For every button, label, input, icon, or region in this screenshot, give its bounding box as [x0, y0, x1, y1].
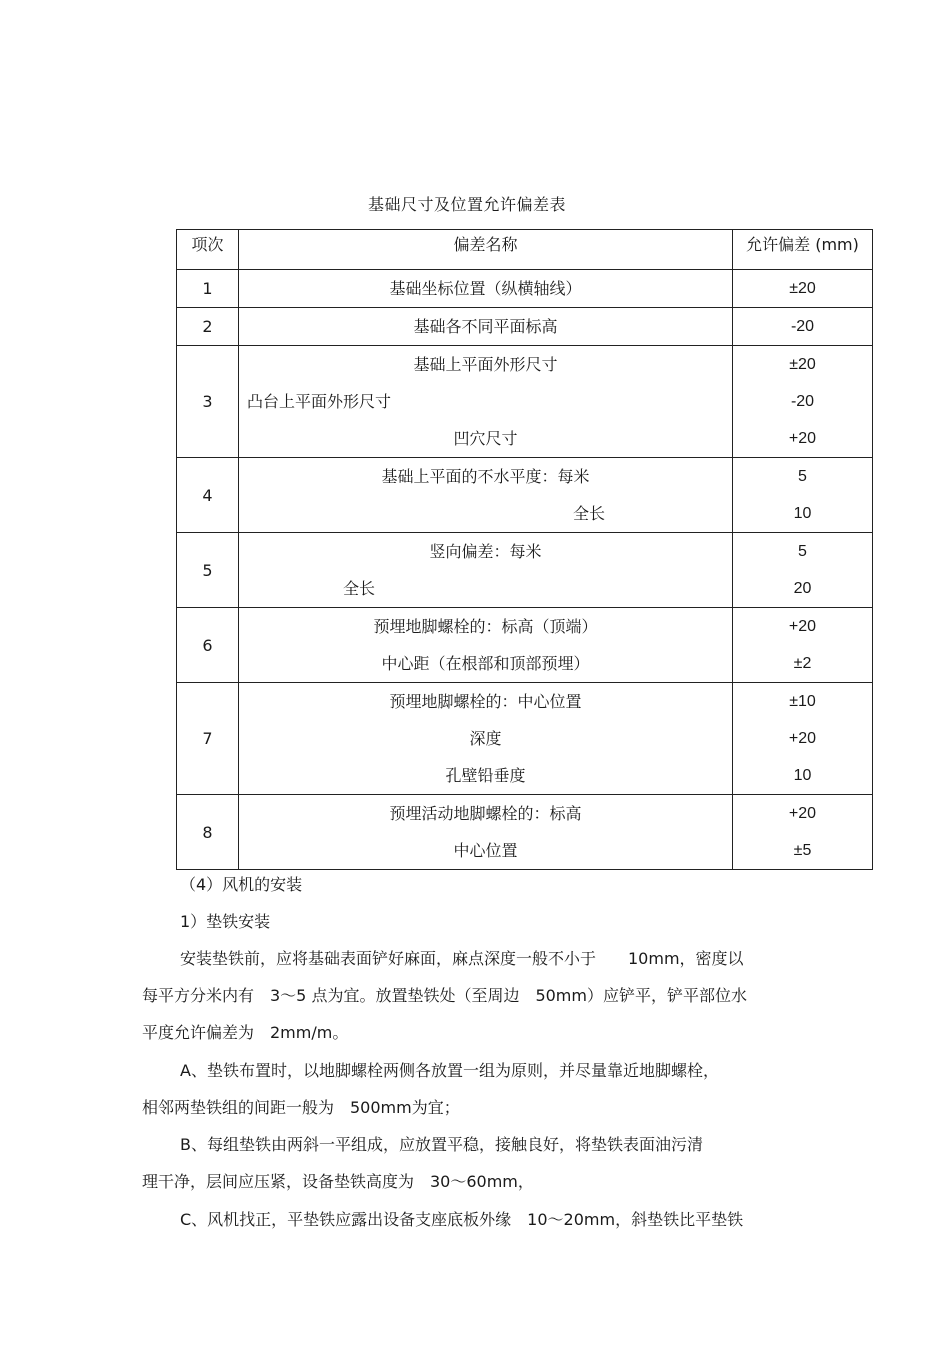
tolerance-value: +20	[788, 618, 817, 635]
tolerance-value: 5	[798, 468, 807, 485]
tolerance-value: -20	[790, 318, 815, 335]
paragraph-line: 理干净，层间应压紧，设备垫铁高度为 30～60mm，	[142, 1172, 534, 1191]
deviation-line: 预埋地脚螺栓的：标高（顶端）	[373, 617, 598, 636]
row-tolerance	[733, 346, 873, 458]
tolerance-value: 10	[793, 505, 812, 522]
row-deviation-name	[239, 533, 733, 608]
row-tolerance	[733, 308, 873, 346]
header-item: 项次	[177, 230, 239, 270]
deviation-line: 预埋地脚螺栓的：中心位置	[389, 692, 582, 711]
table-row	[177, 346, 873, 458]
deviation-line: 全长	[573, 504, 606, 523]
deviation-line: 凹穴尺寸	[453, 429, 518, 448]
row-tolerance	[733, 608, 873, 683]
tolerance-value: -20	[790, 393, 815, 410]
row-deviation-name	[239, 458, 733, 533]
paragraph-line: 平度允许偏差为 2mm/m。	[142, 1023, 349, 1042]
row-item-number: 1	[177, 270, 239, 308]
row-deviation-name	[239, 608, 733, 683]
row-tolerance	[733, 270, 873, 308]
row-tolerance	[733, 458, 873, 533]
tolerance-value: 5	[798, 543, 807, 560]
table-row	[177, 795, 873, 870]
table-row	[177, 533, 873, 608]
paragraph-line: 1）垫铁安装	[180, 912, 271, 931]
row-deviation-name	[239, 270, 733, 308]
tolerance-value: +20	[788, 430, 817, 447]
deviation-line: 预埋活动地脚螺栓的：标高	[389, 804, 582, 823]
deviation-line: 基础坐标位置（纵横轴线）	[389, 279, 582, 298]
row-item-number: 6	[177, 608, 239, 683]
row-tolerance	[733, 533, 873, 608]
tolerance-value: ±2	[793, 655, 812, 672]
row-item-number: 2	[177, 308, 239, 346]
row-tolerance	[733, 795, 873, 870]
row-deviation-name	[239, 683, 733, 795]
paragraph-line: （4）风机的安装	[180, 875, 303, 894]
row-deviation-name	[239, 308, 733, 346]
row-item-number: 4	[177, 458, 239, 533]
deviation-line: 深度	[469, 729, 502, 748]
row-deviation-name	[239, 795, 733, 870]
deviation-line: 竖向偏差：每米	[429, 542, 542, 561]
tolerance-value: ±20	[789, 280, 816, 297]
table-row	[177, 458, 873, 533]
row-item-number: 3	[177, 346, 239, 458]
paragraph-line: 安装垫铁前，应将基础表面铲好麻面，麻点深度一般不小于 10mm，密度以	[180, 949, 744, 968]
tolerance-value: +20	[788, 805, 817, 822]
tolerance-table	[176, 229, 873, 870]
paragraph-line: C、风机找正，平垫铁应露出设备支座底板外缘 10～20mm，斜垫铁比平垫铁	[180, 1210, 744, 1229]
tolerance-value: ±20	[789, 356, 816, 373]
deviation-line: 基础上平面的不水平度：每米	[381, 467, 590, 486]
table-row	[177, 608, 873, 683]
header-tolerance: 允许偏差 (mm)	[733, 230, 873, 270]
row-item-number: 7	[177, 683, 239, 795]
table-row	[177, 683, 873, 795]
tolerance-value: ±10	[789, 693, 816, 710]
deviation-line: 全长	[343, 579, 376, 598]
row-deviation-name	[239, 346, 733, 458]
table-title: 基础尺寸及位置允许偏差表	[367, 195, 566, 214]
deviation-line: 基础上平面外形尺寸	[413, 355, 558, 374]
paragraph-line: 相邻两垫铁组的间距一般为 500mm为宜；	[142, 1098, 460, 1117]
paragraph-line: A、垫铁布置时，以地脚螺栓两侧各放置一组为原则，并尽量靠近地脚螺栓，	[180, 1061, 719, 1080]
table-row	[177, 270, 873, 308]
row-item-number: 8	[177, 795, 239, 870]
header-name: 偏差名称	[239, 230, 733, 270]
tolerance-value: ±5	[793, 842, 812, 859]
table-row	[177, 308, 873, 346]
deviation-line: 中心位置	[453, 841, 518, 860]
table-body	[177, 270, 873, 870]
tolerance-value: 10	[793, 767, 812, 784]
row-item-number: 5	[177, 533, 239, 608]
row-tolerance	[733, 683, 873, 795]
tolerance-value: +20	[788, 730, 817, 747]
paragraph-line: 每平方分米内有 3～5 点为宜。放置垫铁处（至周边 50mm）应铲平，铲平部位水	[142, 986, 747, 1005]
paragraph-line: B、每组垫铁由两斜一平组成，应放置平稳，接触良好，将垫铁表面油污清	[180, 1135, 703, 1154]
tolerance-value: 20	[793, 580, 812, 597]
deviation-line: 孔壁铅垂度	[445, 766, 526, 785]
deviation-line: 凸台上平面外形尺寸	[247, 392, 392, 411]
deviation-line: 中心距（在根部和顶部预埋）	[381, 654, 590, 673]
deviation-line: 基础各不同平面标高	[413, 317, 558, 336]
